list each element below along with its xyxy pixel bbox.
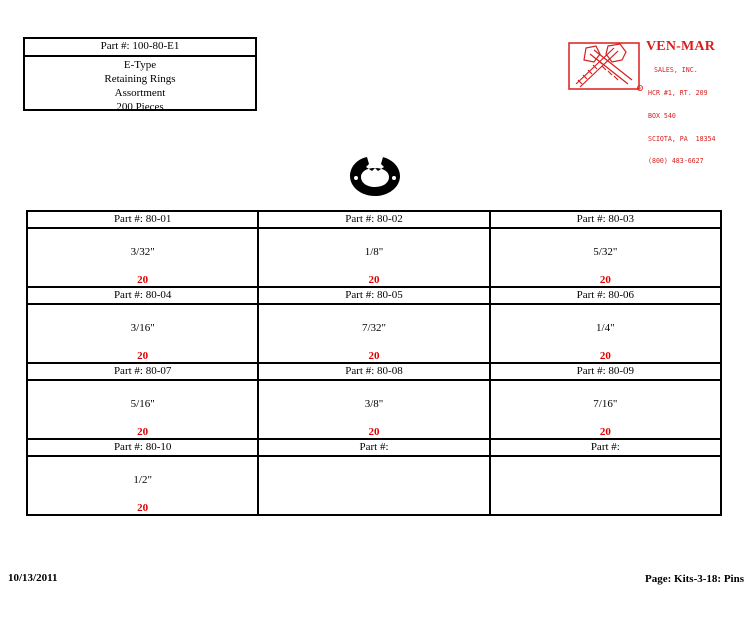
- part-cell: [27, 211, 258, 287]
- part-number: Part #: 80-01: [28, 212, 257, 229]
- footer-page-label: Page: Kits-3-18: Pins: [645, 573, 744, 585]
- address-line: SALES, INC.: [654, 66, 698, 75]
- company-logo: [568, 39, 738, 166]
- kit-description-line: E-Type: [123, 59, 157, 71]
- part-size: 1/2": [133, 474, 152, 486]
- part-number: Part #: 80-08: [259, 364, 488, 381]
- part-number: Part #: 80-05: [259, 288, 488, 305]
- part-quantity: 20: [137, 426, 149, 438]
- part-number: Part #: 80-06: [491, 288, 720, 305]
- part-size: 7/16": [593, 398, 618, 410]
- part-number: Part #: 80-03: [491, 212, 720, 229]
- part-size: 5/16": [130, 398, 155, 410]
- part-quantity: 20: [368, 350, 380, 362]
- part-quantity: 20: [599, 274, 611, 286]
- part-size: 3/16": [130, 322, 155, 334]
- part-number: Part #:: [491, 440, 720, 457]
- part-cell: [258, 287, 489, 363]
- part-quantity: 20: [137, 274, 149, 286]
- footer-date: 10/13/2011: [8, 572, 58, 584]
- part-number: Part #: 80-09: [491, 364, 720, 381]
- part-cell: [258, 363, 489, 439]
- kit-part-number: Part #: 100-80-E1: [25, 39, 255, 57]
- part-cell: [27, 363, 258, 439]
- part-cell: [258, 439, 489, 515]
- part-quantity: 20: [599, 426, 611, 438]
- part-size: 5/32": [593, 246, 618, 258]
- part-quantity: 20: [368, 426, 380, 438]
- bolt-logo-icon: [568, 40, 646, 92]
- company-name: VEN-MAR: [646, 39, 716, 54]
- part-number: Part #: 80-10: [28, 440, 257, 457]
- parts-grid: [26, 210, 722, 516]
- part-cell: [490, 363, 721, 439]
- part-number: Part #: 80-07: [28, 364, 257, 381]
- part-size: 3/32": [130, 246, 155, 258]
- grid-row: [27, 363, 721, 439]
- part-quantity: 20: [137, 350, 149, 362]
- part-cell: [27, 287, 258, 363]
- part-size: 1/8": [364, 246, 384, 258]
- part-cell: [490, 211, 721, 287]
- kit-description-line: 200 Pieces: [116, 101, 164, 113]
- part-number: Part #: 80-02: [259, 212, 488, 229]
- grid-row: [27, 287, 721, 363]
- svg-text:R: R: [638, 85, 642, 91]
- part-cell: [258, 211, 489, 287]
- part-size: 3/8": [364, 398, 384, 410]
- part-number: Part #:: [259, 440, 488, 457]
- part-size: 1/4": [596, 322, 615, 334]
- part-quantity: 20: [137, 502, 149, 514]
- part-cell: [490, 439, 721, 515]
- part-quantity: 20: [368, 274, 380, 286]
- kit-header-box: [23, 37, 257, 111]
- kit-description: [25, 57, 255, 114]
- part-size: [259, 473, 488, 487]
- kit-description-line: Retaining Rings: [104, 73, 176, 85]
- part-number: Part #: 80-04: [28, 288, 257, 305]
- address-line: (800) 483-6627: [648, 157, 704, 166]
- address-line: BOX 540: [648, 111, 676, 120]
- grid-row: [27, 439, 721, 515]
- grid-row: [27, 211, 721, 287]
- part-cell: [490, 287, 721, 363]
- e-clip-retaining-ring-icon: [348, 155, 402, 197]
- part-size: 7/32": [361, 322, 387, 334]
- address-line: SCIOTA, PA 18354: [648, 134, 716, 143]
- address-line: HCR #1, RT. 209: [648, 88, 708, 97]
- part-quantity: 20: [599, 350, 611, 362]
- kit-description-line: Assortment: [114, 87, 166, 99]
- part-cell: [27, 439, 258, 515]
- part-size: [491, 473, 720, 487]
- company-address: [648, 52, 716, 181]
